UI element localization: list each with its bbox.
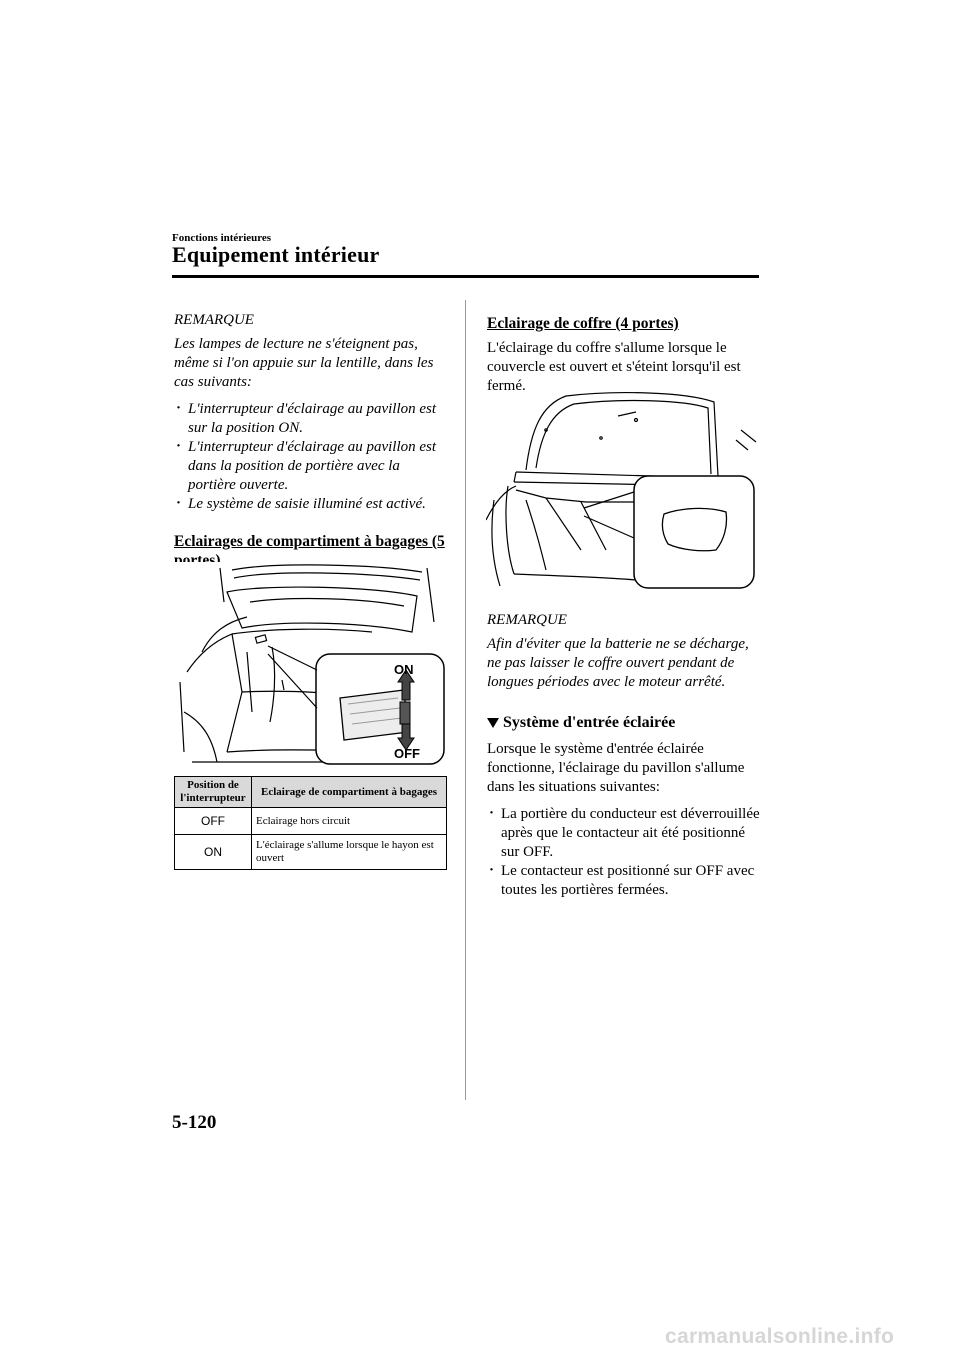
- note-body: Afin d'éviter que la batterie ne se décharge, ne pas laisser le coffre ouvert pendant de longues périodes avec le moteur arrêté.: [487, 636, 749, 690]
- section-heading-text: Système d'entrée éclairée: [503, 714, 676, 731]
- note-heading: REMARQUE: [487, 612, 567, 628]
- list-item: · Le contacteur est positionné sur OFF avec toutes les portières fermées.: [487, 862, 762, 900]
- switch-position-table: [174, 776, 447, 870]
- table-cell-description: L'éclairage s'allume lorsque le hayon est ouvert: [252, 835, 447, 870]
- page-title: Equipement intérieur: [172, 242, 380, 267]
- subheading-luggage-lights: Eclairages de compartiment à bagages (5 portes): [174, 533, 445, 569]
- table-cell-position: ON: [175, 835, 252, 870]
- list-item: · La portière du conducteur est déverrouillée après que le contacteur ait été positionné sur OFF.: [487, 805, 762, 862]
- figure-label-off: OFF: [394, 746, 420, 761]
- note-body: Les lampes de lecture ne s'éteignent pas, même si l'on appuie sur la lentille, dans les cas suivants:: [174, 336, 434, 390]
- sedan-trunk-illustration: [486, 390, 758, 590]
- trunk-light-body: L'éclairage du coffre s'allume lorsque le couvercle est ouvert et s'éteint lorsqu'il est fermé.: [487, 340, 741, 394]
- right-column-top: [487, 314, 762, 396]
- table-cell-description: Eclairage hors circuit: [252, 808, 447, 835]
- table-header-position: Position de l'interrupteur: [175, 777, 252, 808]
- illuminated-entry-list: [487, 805, 762, 900]
- table-header-lighting: Eclairage de compartiment à bagages: [252, 777, 447, 808]
- left-column: [174, 312, 449, 570]
- illuminated-entry-body: Lorsque le système d'entrée éclairée fonctionne, l'éclairage du pavillon s'allume dans les situations suivantes:: [487, 741, 745, 795]
- hatchback-cargo-illustration: [172, 562, 450, 768]
- section-heading-illuminated-entry: [487, 714, 762, 732]
- page-number: 5-120: [172, 1112, 217, 1133]
- trunk-lamp-icon: [662, 508, 726, 550]
- note-heading: REMARQUE: [174, 312, 254, 328]
- figure-label-on: ON: [394, 662, 414, 677]
- lamp-lens-icon: [340, 690, 410, 740]
- table-row: [175, 808, 447, 835]
- note-bullet-list: [174, 400, 449, 514]
- list-item: · Le système de saisie illuminé est activé.: [174, 495, 449, 514]
- column-divider: [465, 300, 466, 1100]
- right-column-bottom: [487, 612, 762, 900]
- list-item: · L'interrupteur d'éclairage au pavillon est sur la position ON.: [174, 400, 449, 438]
- subheading-trunk-light: Eclairage de coffre (4 portes): [487, 315, 679, 332]
- list-item: · L'interrupteur d'éclairage au pavillon est dans la position de portière avec la portière ouverte.: [174, 438, 449, 495]
- table-cell-position: OFF: [175, 808, 252, 835]
- table-row: [175, 835, 447, 870]
- section-label: Fonctions intérieures: [172, 232, 272, 244]
- triangle-down-icon: [487, 718, 499, 728]
- title-rule: [172, 275, 759, 278]
- watermark: carmanualsonline.info: [665, 1325, 895, 1348]
